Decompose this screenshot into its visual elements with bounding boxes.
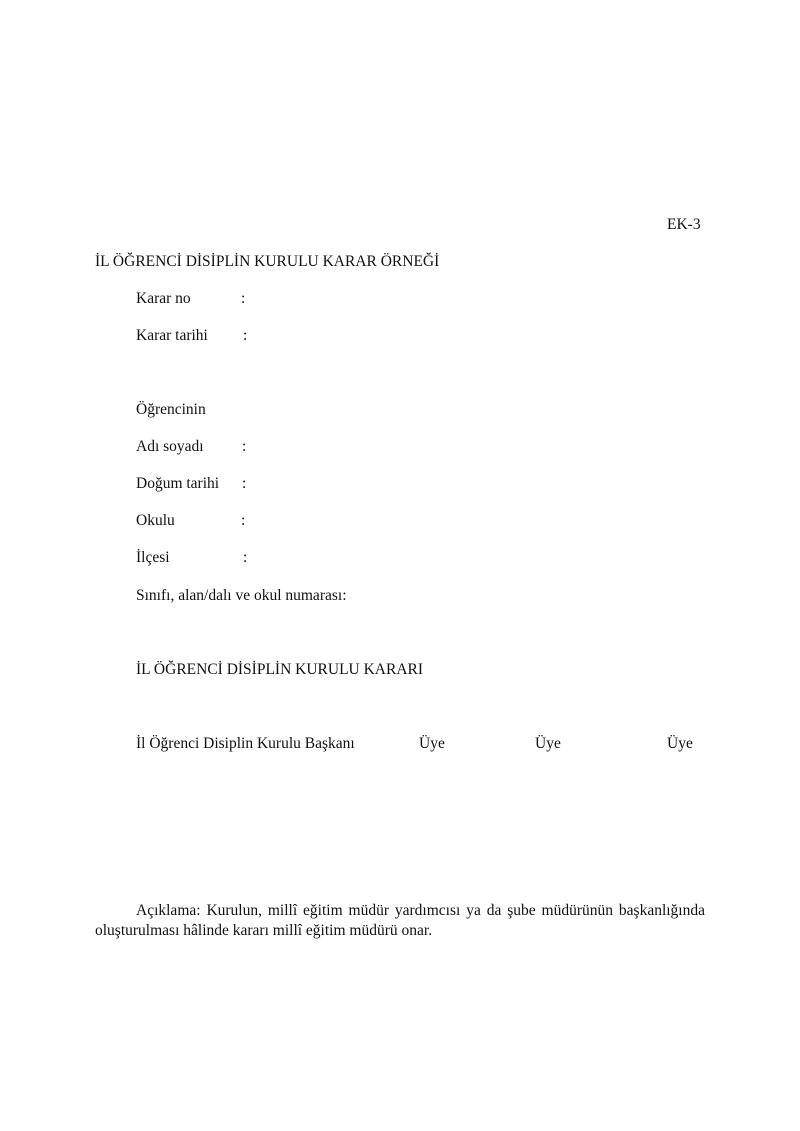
signature-chair: İl Öğrenci Disiplin Kurulu Başkanı [136,735,355,752]
field-school [136,512,246,530]
field-colon: : [242,475,247,492]
field-decision-date [136,327,248,345]
annex-number: EK-3 [667,216,701,233]
field-colon: : [243,549,248,566]
field-colon: : [241,512,246,529]
field-colon: : [243,327,248,344]
signature-member-1: Üye [419,735,445,752]
field-label: Karar no [136,290,191,307]
field-label: Okulu [136,512,175,529]
explanation-note: Açıklama: Kurulun, millî eğitim müdür yardımcısı ya da şube müdürünün başkanlığında oluşturulması hâlinde kararı millî eğitim müdürü onar. [95,902,705,939]
decision-heading: İL ÖĞRENCİ DİSİPLİN KURULU KARARI [136,661,424,678]
field-colon: : [241,290,246,307]
signature-member-3: Üye [667,735,693,752]
class-info-label: Sınıfı, alan/dalı ve okul numarası: [136,587,347,604]
field-label: Adı soyadı [136,438,204,455]
field-label: Doğum tarihi [136,475,220,492]
field-district [136,549,248,567]
form-title: İL ÖĞRENCİ DİSİPLİN KURULU KARAR ÖRNEĞİ [95,253,440,270]
field-label: İlçesi [136,549,170,566]
signature-member-2: Üye [535,735,561,752]
field-label: Karar tarihi [136,327,208,344]
field-colon: : [242,438,247,455]
field-birth-date [136,475,247,493]
field-name-surname [136,438,247,456]
field-decision-no [136,290,246,308]
student-subheading: Öğrencinin [136,401,206,418]
